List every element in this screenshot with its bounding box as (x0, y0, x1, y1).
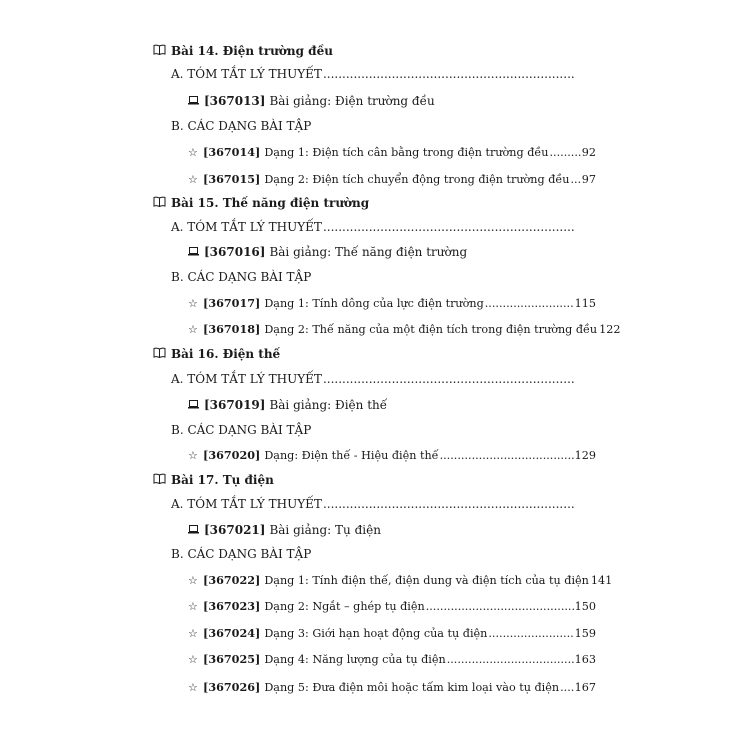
item-code: [367022] (203, 573, 261, 587)
list-item[interactable] (188, 295, 596, 312)
open-book-icon (153, 44, 166, 55)
item-code: [367017] (203, 296, 261, 310)
lesson-heading (153, 43, 333, 59)
lecture-code: [367019] (204, 398, 266, 412)
star-icon: ☆ (188, 600, 199, 613)
lecture-entry[interactable] (188, 244, 467, 260)
laptop-icon (188, 400, 199, 409)
lecture-entry[interactable] (188, 522, 381, 538)
page-number: 92 (581, 146, 596, 159)
page-number: 163 (574, 653, 596, 666)
exercises-section (171, 118, 577, 134)
item-text: Dạng 4: Năng lượng của tụ điện (264, 653, 446, 666)
lesson-title: Bài 14. Điện trường đều (171, 44, 333, 58)
lecture-code: [367013] (204, 94, 266, 108)
item-code: [367025] (203, 652, 261, 666)
item-text: Dạng: Điện thế - Hiệu điện thế (264, 449, 439, 462)
dot-leader (560, 680, 574, 696)
item-text: Dạng 3: Giới hạn hoạt động của tụ điện (264, 627, 488, 640)
theory-section[interactable] (171, 371, 577, 387)
laptop-icon (188, 96, 199, 105)
theory-section[interactable] (171, 219, 577, 235)
item-code: [367020] (203, 448, 261, 462)
exercises-section (171, 269, 577, 285)
list-item[interactable] (188, 598, 596, 615)
dot-leader (323, 496, 576, 512)
lecture-code: [367021] (204, 523, 266, 537)
dot-leader (323, 219, 576, 235)
item-code: [367018] (203, 322, 261, 336)
laptop-icon (188, 525, 199, 534)
exercises-section (171, 546, 577, 562)
item-text: Dạng 2: Điện tích chuyển động trong điện trường đều (264, 173, 570, 186)
star-icon: ☆ (188, 323, 199, 336)
dot-leader (323, 371, 576, 387)
dot-leader (447, 652, 574, 668)
section-label: B. CÁC DẠNG BÀI TẬP (171, 270, 312, 284)
lesson-heading (153, 195, 369, 211)
item-code: [367023] (203, 599, 261, 613)
lesson-title: Bài 15. Thế năng điện trường (171, 196, 370, 210)
dot-leader (323, 66, 576, 82)
lesson-heading (153, 472, 274, 488)
dot-leader (570, 172, 580, 188)
page-number: 167 (574, 681, 596, 694)
star-icon: ☆ (188, 297, 199, 310)
list-item[interactable] (188, 447, 596, 464)
page-number: 129 (574, 449, 596, 462)
dot-leader (440, 448, 574, 464)
laptop-icon (188, 247, 199, 256)
exercises-section (171, 422, 577, 438)
section-label: B. CÁC DẠNG BÀI TẬP (171, 423, 312, 437)
page-number: 141 (590, 574, 613, 587)
lecture-entry[interactable] (188, 93, 435, 109)
list-item[interactable] (188, 679, 596, 696)
item-code: [367014] (203, 145, 261, 159)
lecture-text: Bài giảng: Tụ điện (269, 523, 381, 537)
item-code: [367026] (203, 680, 261, 694)
open-book-icon (153, 473, 166, 484)
list-item[interactable] (188, 144, 596, 161)
item-text: Dạng 1: Tính dông của lực điện trường (264, 297, 484, 310)
section-label: B. CÁC DẠNG BÀI TẬP (171, 119, 312, 133)
page-number: 150 (574, 600, 596, 613)
lecture-text: Bài giảng: Điện thế (269, 398, 388, 412)
item-text: Dạng 5: Đưa điện môi hoặc tấm kim loại vào tụ điện (264, 681, 560, 694)
theory-section[interactable] (171, 496, 577, 512)
dot-leader (549, 145, 580, 161)
section-label: A. TÓM TẮT LÝ THUYẾT (171, 67, 322, 81)
item-text: Dạng 1: Tính điện thế, điện dung và điện tích của tụ điện (264, 574, 589, 587)
page-number: 122 (599, 323, 621, 336)
item-text: Dạng 2: Ngắt – ghép tụ điện (264, 600, 425, 613)
star-icon: ☆ (188, 449, 199, 462)
list-item[interactable] (188, 625, 596, 642)
lesson-title: Bài 17. Tụ điện (171, 473, 274, 487)
section-label: A. TÓM TẮT LÝ THUYẾT (171, 372, 322, 386)
item-code: [367015] (203, 172, 261, 186)
lesson-heading (153, 346, 280, 362)
list-item[interactable] (188, 321, 621, 338)
lecture-code: [367016] (204, 245, 266, 259)
page-number: 115 (574, 297, 596, 310)
list-item[interactable] (188, 651, 596, 668)
lecture-text: Bài giảng: Thế năng điện trường (269, 245, 468, 259)
section-label: A. TÓM TẮT LÝ THUYẾT (171, 220, 322, 234)
dot-leader (426, 599, 574, 615)
section-label: A. TÓM TẮT LÝ THUYẾT (171, 497, 322, 511)
item-code: [367024] (203, 626, 261, 640)
star-icon: ☆ (188, 627, 199, 640)
page-number: 159 (574, 627, 596, 640)
page-number: 97 (581, 173, 596, 186)
lecture-text: Bài giảng: Điện trường đều (269, 94, 435, 108)
theory-section[interactable] (171, 66, 577, 82)
dot-leader (488, 626, 573, 642)
star-icon: ☆ (188, 574, 199, 587)
star-icon: ☆ (188, 146, 199, 159)
list-item[interactable] (188, 572, 613, 589)
item-text: Dạng 1: Điện tích cân bằng trong điện trường đều (264, 146, 549, 159)
star-icon: ☆ (188, 173, 199, 186)
lecture-entry[interactable] (188, 397, 387, 413)
lesson-title: Bài 16. Điện thế (171, 347, 281, 361)
item-text: Dạng 2: Thế năng của một điện tích trong điện trường đều (264, 323, 598, 336)
dot-leader (485, 296, 574, 312)
open-book-icon (153, 347, 166, 358)
list-item[interactable] (188, 171, 596, 188)
open-book-icon (153, 196, 166, 207)
star-icon: ☆ (188, 653, 199, 666)
section-label: B. CÁC DẠNG BÀI TẬP (171, 547, 312, 561)
star-icon: ☆ (188, 681, 199, 694)
